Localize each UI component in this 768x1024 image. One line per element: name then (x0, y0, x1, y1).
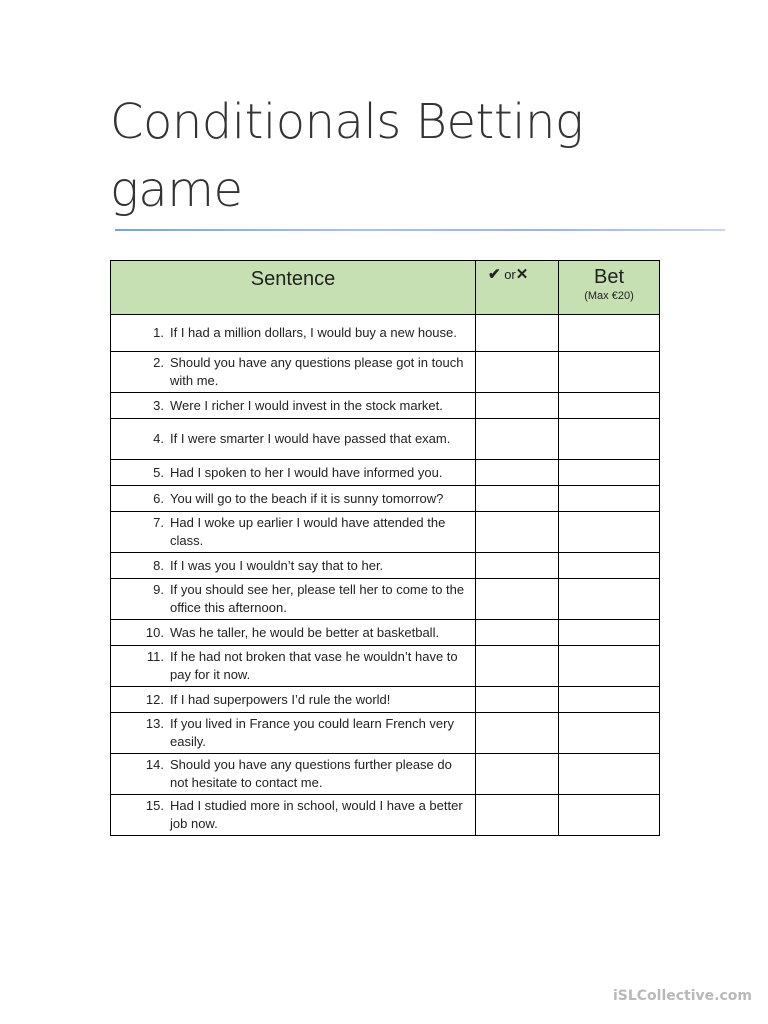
sentence-cell (111, 579, 476, 620)
sentence-number: 5. (153, 464, 164, 480)
bet-cell[interactable] (559, 687, 660, 713)
sentence-number: 10. (145, 624, 164, 640)
sentence-number: 4. (153, 431, 164, 446)
sentence-text: If you should see her, please tell her to come to the office this afternoon. (170, 582, 465, 615)
header-bet-max: (Max €20) (584, 290, 634, 302)
sentence-cell (111, 646, 476, 687)
table-row (111, 460, 660, 486)
header-bet-label: Bet (593, 266, 625, 288)
sentence-number: 15. (145, 798, 164, 813)
bet-cell[interactable] (559, 315, 660, 352)
check-or-cross-cell[interactable] (476, 393, 559, 419)
sentence-text: Should you have any questions further please do not hesitate to contact me. (170, 757, 452, 790)
page-title: Conditionals Betting game (110, 94, 584, 218)
header-or-label: or (504, 267, 516, 282)
table-row (111, 486, 660, 512)
sentence-text: Was he taller, he would be better at basketball. (170, 624, 440, 640)
sentence-text: Had I spoken to her I would have informed you. (170, 464, 443, 480)
table-header-row (111, 261, 660, 315)
betting-table (110, 260, 660, 836)
sentence-number: 1. (153, 325, 164, 340)
sentence-cell (111, 315, 476, 352)
table-row (111, 754, 660, 795)
sentence-text: Had I studied more in school, would I have a better job now. (170, 798, 463, 831)
bet-cell[interactable] (559, 352, 660, 393)
check-or-cross-cell[interactable] (476, 352, 559, 393)
table-row (111, 687, 660, 713)
sentence-cell (111, 460, 476, 486)
sentence-cell (111, 393, 476, 419)
check-or-cross-cell[interactable] (476, 754, 559, 795)
sentence-cell (111, 795, 476, 836)
table-row (111, 315, 660, 352)
bet-cell[interactable] (559, 646, 660, 687)
header-bet (559, 261, 660, 315)
sentence-text: If I had superpowers I’d rule the world! (170, 691, 391, 707)
bet-cell[interactable] (559, 620, 660, 646)
cross-icon: ✕ (515, 266, 529, 283)
sentence-text: Were I richer I would invest in the stock market. (170, 397, 443, 413)
bet-cell[interactable] (559, 512, 660, 553)
check-or-cross-cell[interactable] (476, 687, 559, 713)
sentence-number: 13. (145, 716, 164, 731)
table-row (111, 393, 660, 419)
sentence-text: Had I woke up earlier I would have attended the class. (170, 515, 446, 548)
bet-cell[interactable] (559, 795, 660, 836)
table-row (111, 795, 660, 836)
check-or-cross-cell[interactable] (476, 713, 559, 754)
sentence-text: If I had a million dollars, I would buy a new house. (170, 325, 457, 340)
title-divider (115, 229, 725, 231)
sentence-text: If you lived in France you could learn French very easily. (170, 716, 454, 749)
check-or-cross-cell[interactable] (476, 512, 559, 553)
bet-cell[interactable] (559, 553, 660, 579)
sentence-number: 2. (153, 355, 164, 370)
sentence-cell (111, 352, 476, 393)
check-or-cross-cell[interactable] (476, 315, 559, 352)
sentence-text: If I were smarter I would have passed that exam. (170, 431, 451, 446)
sentence-cell (111, 713, 476, 754)
sentence-number: 12. (145, 691, 164, 707)
bet-cell[interactable] (559, 486, 660, 512)
sentence-number: 11. (146, 649, 164, 664)
table-row (111, 512, 660, 553)
check-or-cross-cell[interactable] (476, 620, 559, 646)
table-row (111, 620, 660, 646)
table-row (111, 579, 660, 620)
table-row (111, 553, 660, 579)
bet-cell[interactable] (559, 419, 660, 460)
bet-cell[interactable] (559, 713, 660, 754)
sentence-number: 7. (153, 515, 164, 530)
header-check-or-cross (476, 261, 559, 315)
sentence-text: Should you have any questions please got in touch with me. (170, 355, 464, 388)
check-or-cross-cell[interactable] (476, 486, 559, 512)
sentence-cell (111, 419, 476, 460)
sentence-cell (111, 754, 476, 795)
watermark: iSLCollective.com (612, 988, 752, 1004)
sentence-text: If he had not broken that vase he wouldn’t have to pay for it now. (170, 649, 458, 682)
sentence-number: 9. (153, 582, 164, 597)
sentence-cell (111, 553, 476, 579)
bet-cell[interactable] (559, 754, 660, 795)
table-row (111, 419, 660, 460)
table-row (111, 352, 660, 393)
check-or-cross-cell[interactable] (476, 553, 559, 579)
table-row (111, 646, 660, 687)
sentence-text: If I was you I wouldn’t say that to her. (170, 557, 384, 573)
sentence-number: 8. (153, 557, 164, 573)
check-or-cross-cell[interactable] (476, 579, 559, 620)
check-or-cross-cell[interactable] (476, 460, 559, 486)
sentence-number: 6. (153, 490, 164, 506)
sentence-number: 14. (145, 757, 164, 772)
sentence-cell (111, 620, 476, 646)
sentence-text: You will go to the beach if it is sunny tomorrow? (170, 490, 444, 506)
bet-cell[interactable] (559, 393, 660, 419)
check-or-cross-cell[interactable] (476, 795, 559, 836)
sentence-cell (111, 687, 476, 713)
header-sentence: Sentence (111, 261, 476, 315)
sentence-cell (111, 512, 476, 553)
table-row (111, 713, 660, 754)
check-or-cross-cell[interactable] (476, 646, 559, 687)
bet-cell[interactable] (559, 579, 660, 620)
sentence-cell (111, 486, 476, 512)
check-icon: ✔ (488, 266, 501, 283)
check-or-cross-cell[interactable] (476, 419, 559, 460)
sentence-number: 3. (153, 397, 164, 413)
bet-cell[interactable] (559, 460, 660, 486)
